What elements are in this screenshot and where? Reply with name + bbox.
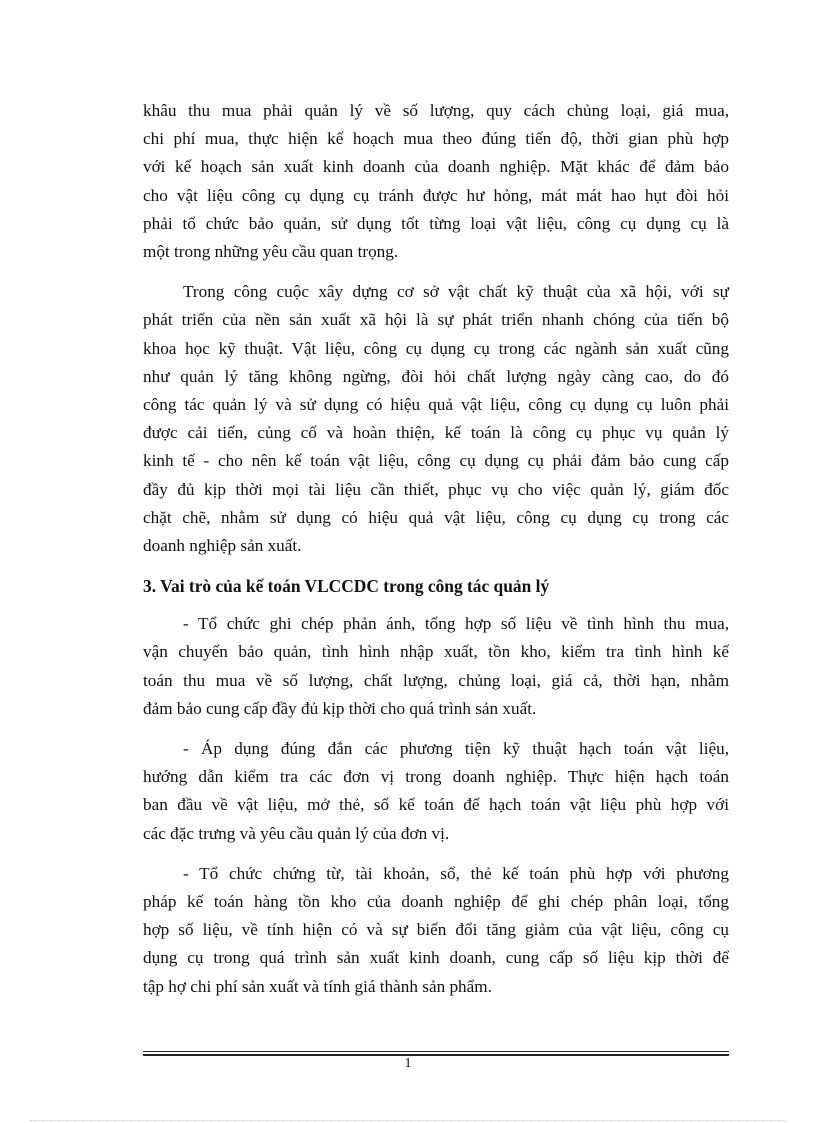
paragraph-line: hợp số liệu, về tính hiện có và sự biến đổi tăng giảm của vật liệu, công cụ: [143, 920, 729, 940]
paragraph-line: với kế hoạch sản xuất kinh doanh của doanh nghiệp. Mặt khác để đảm bảo: [143, 157, 729, 177]
paragraph-line: chi phí mua, thực hiện kế hoạch mua theo đúng tiến độ, thời gian phù hợp: [143, 129, 729, 149]
paragraph-line: khoa học kỹ thuật. Vật liệu, công cụ dụng cụ trong các ngành sản xuất cũng: [143, 338, 729, 358]
paragraph-line: được cải tiến, củng cố và hoàn thiện, kế toán là công cụ phục vụ quản lý: [143, 423, 729, 443]
paragraph-line: kinh tế - cho nên kế toán vật liệu, công cụ dụng cụ phải đảm bảo cung cấp: [143, 451, 729, 471]
paragraph-line: toán thu mua về số lượng, chất lượng, chủng loại, giá cả, thời hạn, nhằm: [143, 670, 729, 690]
paragraph-line: chặt chẽ, nhằm sử dụng có hiệu quả vật liệu, công cụ dụng cụ trong các: [143, 507, 729, 527]
paragraph-line: - Tổ chức chứng từ, tài khoản, sổ, thẻ kế toán phù hợp với phương: [183, 863, 729, 883]
paragraph-line: phát triển của nền sản xuất xã hội là sự phát triển nhanh chóng của tiến bộ: [143, 310, 729, 330]
paragraph-line: như quản lý tăng không ngừng, đòi hỏi chất lượng ngày càng cao, do đó: [143, 366, 729, 386]
paragraph-line: các đặc trưng và yêu cầu quản lý của đơn vị.: [143, 823, 450, 843]
paragraph-line: phải tổ chức bảo quản, sử dụng tốt từng loại vật liệu, công cụ dụng cụ là: [143, 213, 729, 233]
document-body: [143, 97, 729, 1013]
paragraph-1: [143, 97, 729, 266]
paragraph-line: Trong công cuộc xây dựng cơ sở vật chất kỹ thuật của xã hội, với sự: [183, 282, 729, 302]
paragraph-line: pháp kế toán hàng tồn kho của doanh nghiệp để ghi chép phân loại, tổng: [143, 892, 729, 912]
paragraph-line: đầy đủ kịp thời mọi tài liệu cần thiết, phục vụ cho việc quản lý, giám đốc: [143, 479, 729, 499]
section-heading: 3. Vai trò của kế toán VLCCDC trong công tác quản lý: [143, 576, 550, 597]
list-item-3: [143, 860, 729, 1001]
paragraph-line: - Tổ chức ghi chép phản ánh, tổng hợp số liệu về tình hình thu mua,: [183, 614, 729, 634]
paragraph-line: khâu thu mua phải quản lý về số lượng, quy cách chủng loại, giá mua,: [143, 101, 729, 120]
paragraph-line: cho vật liệu công cụ dụng cụ tránh được hư hỏng, mát mát hao hụt đòi hỏi: [143, 185, 729, 205]
paragraph-line: hướng dẫn kiểm tra các đơn vị trong doanh nghiệp. Thực hiện hạch toán: [143, 767, 729, 787]
page-number: 1: [404, 1056, 412, 1071]
paragraph-line: đảm bảo cung cấp đầy đủ kịp thời cho quá trình sản xuất.: [143, 698, 537, 718]
list-item-2: [143, 735, 729, 848]
paragraph-line: dụng cụ trong quá trình sản xuất kinh doanh, cung cấp số liệu kịp thời để: [143, 948, 729, 968]
paragraph-line: một trong những yêu cầu quan trọng.: [143, 242, 399, 262]
paragraph-line: ban đầu về vật liệu, mở thẻ, sổ kế toán để hạch toán vật liệu phù hợp với: [143, 795, 729, 815]
paragraph-line: vận chuyển bảo quản, tình hình nhập xuất, tồn kho, kiểm tra tình hình kế: [143, 642, 729, 662]
footer-rule: [143, 1051, 729, 1052]
paragraph-line: công tác quản lý và sử dụng có hiệu quả vật liệu, công cụ dụng cụ luôn phải: [143, 395, 729, 415]
paragraph-2: [143, 278, 729, 560]
paragraph-line: - Áp dụng đúng đắn các phương tiện kỹ thuật hạch toán vật liệu,: [183, 739, 729, 759]
paragraph-line: tập hợ chi phí sản xuất và tính giá thành sản phẩm.: [143, 976, 492, 996]
page-bottom-border: [30, 1120, 786, 1121]
paragraph-line: doanh nghiệp sản xuất.: [143, 536, 302, 556]
list-item-1: [143, 610, 729, 723]
